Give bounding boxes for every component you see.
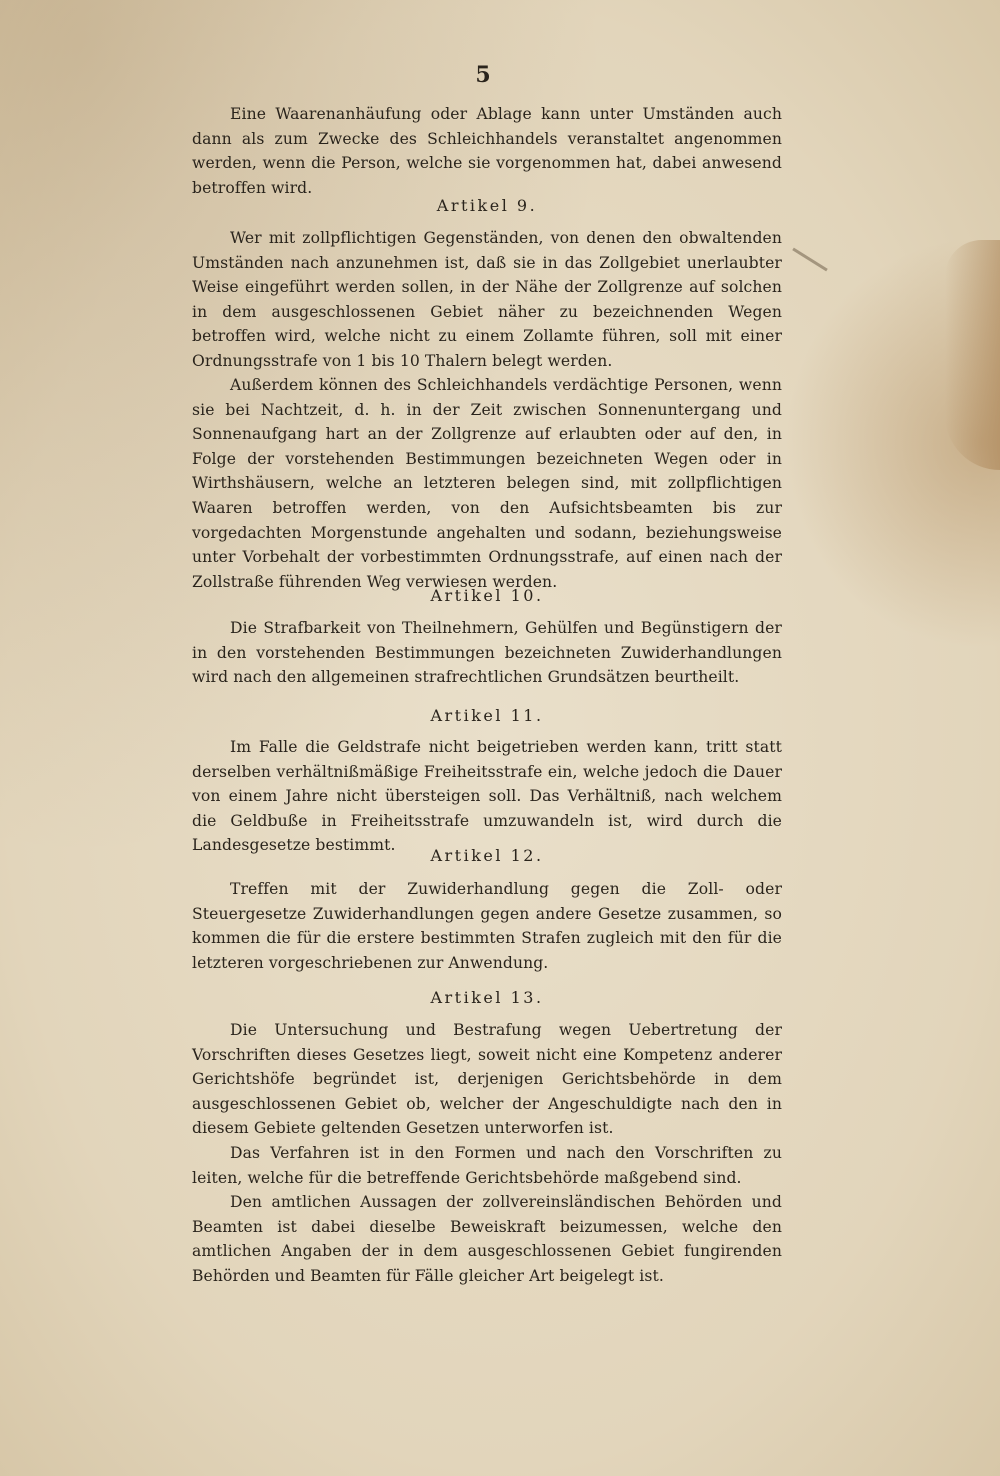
paragraph-artikel-13-2: Das Verfahren ist in den Formen und nach den Vorschriften zu leiten, welche für die betreffende Gerichtsbehörde maßgebend sind. [192, 1144, 782, 1187]
paragraph-artikel-9-1: Wer mit zollpflichtigen Gegenständen, von denen den obwaltenden Umständen nach anzunehmen ist, daß sie in das Zollgebiet unerlaubter Weise eingeführt werden sollen, in der Nähe der Zollgrenze auf solchen in dem ausgeschlossenen Gebiet näher zu bezeichnenden Wegen betroffen wird, welche nicht zu einem Zollamte führen, soll mit einer Ordnungsstrafe von 1 bis 10 Thalern belegt werden. [192, 229, 782, 370]
heading-artikel-11: Artikel 11. [430, 706, 544, 725]
heading-artikel-9: Artikel 9. [436, 196, 538, 215]
paragraph-artikel-13-3: Den amtlichen Aussagen der zollvereinsländischen Behörden und Beamten ist dabei dieselbe Beweiskraft beizumessen, welche den amtlichen Angaben der in dem ausgeschlossenen Gebiet fungirenden Behörden und Beamten für Fälle gleicher Art beigelegt ist. [192, 1193, 782, 1285]
page-number: 5 [475, 62, 491, 88]
paper-stain [945, 240, 1000, 470]
heading-artikel-12: Artikel 12. [430, 846, 544, 865]
paragraph-artikel-13-1: Die Untersuchung und Bestrafung wegen Uebertretung der Vorschriften dieses Gesetzes liegt, soweit nicht eine Kompetenz anderer Gerichtshöfe begründet ist, derjenigen Gerichtsbehörde in dem ausgeschlossenen Gebiet ob, welcher der Angeschuldigte nach den in diesem Gebiete geltenden Gesetzen unterworfen ist. [192, 1021, 782, 1138]
heading-artikel-10: Artikel 10. [430, 586, 544, 605]
heading-artikel-13: Artikel 13. [430, 988, 544, 1007]
paragraph-artikel-10: Die Strafbarkeit von Theilnehmern, Gehülfen und Begünstigern der in den vorstehenden Bestimmungen bezeichneten Zuwiderhandlungen wird nach den allgemeinen strafrechtlichen Grundsätzen beurtheilt. [192, 619, 782, 687]
paper-mark [792, 248, 828, 272]
paragraph-artikel-12: Treffen mit der Zuwiderhandlung gegen die Zoll- oder Steuergesetze Zuwiderhandlungen gegen andere Gesetze zusammen, so kommen die für die erstere bestimmten Strafen zugleich mit den für die letzteren vorgeschriebenen zur Anwendung. [192, 880, 782, 972]
paragraph-artikel-9-2: Außerdem können des Schleichhandels verdächtige Personen, wenn sie bei Nachtzeit, d. h. in der Zeit zwischen Sonnenuntergang und Sonnenaufgang hart an der Zollgrenze auf erlaubten oder auf den, in Folge der vorstehenden Bestimmungen bezeichneten Wegen oder in Wirthshäusern, welche an letzteren belegen sind, mit zollpflichtigen Waaren betroffen werden, von den Aufsichtsbeamten bis zur vorgedachten Morgenstunde angehalten und sodann, beziehungsweise unter Vorbehalt der vorbestimmten Ordnungsstrafe, auf einen nach der Zollstraße führenden Weg verwiesen werden. [192, 376, 782, 591]
paragraph-8-continuation: Eine Waarenanhäufung oder Ablage kann unter Umständen auch dann als zum Zwecke des Schleichhandels veranstaltet angenommen werden, wenn die Person, welche sie vorgenommen hat, dabei anwesend betroffen wird. [192, 105, 782, 197]
paragraph-artikel-11: Im Falle die Geldstrafe nicht beigetrieben werden kann, tritt statt derselben verhältnißmäßige Freiheitsstrafe ein, welche jedoch die Dauer von einem Jahre nicht übersteigen soll. Das Verhältniß, nach welchem die Geldbuße in Freiheitsstrafe umzuwandeln ist, wird durch die Landesgesetze bestimmt. [192, 738, 782, 855]
